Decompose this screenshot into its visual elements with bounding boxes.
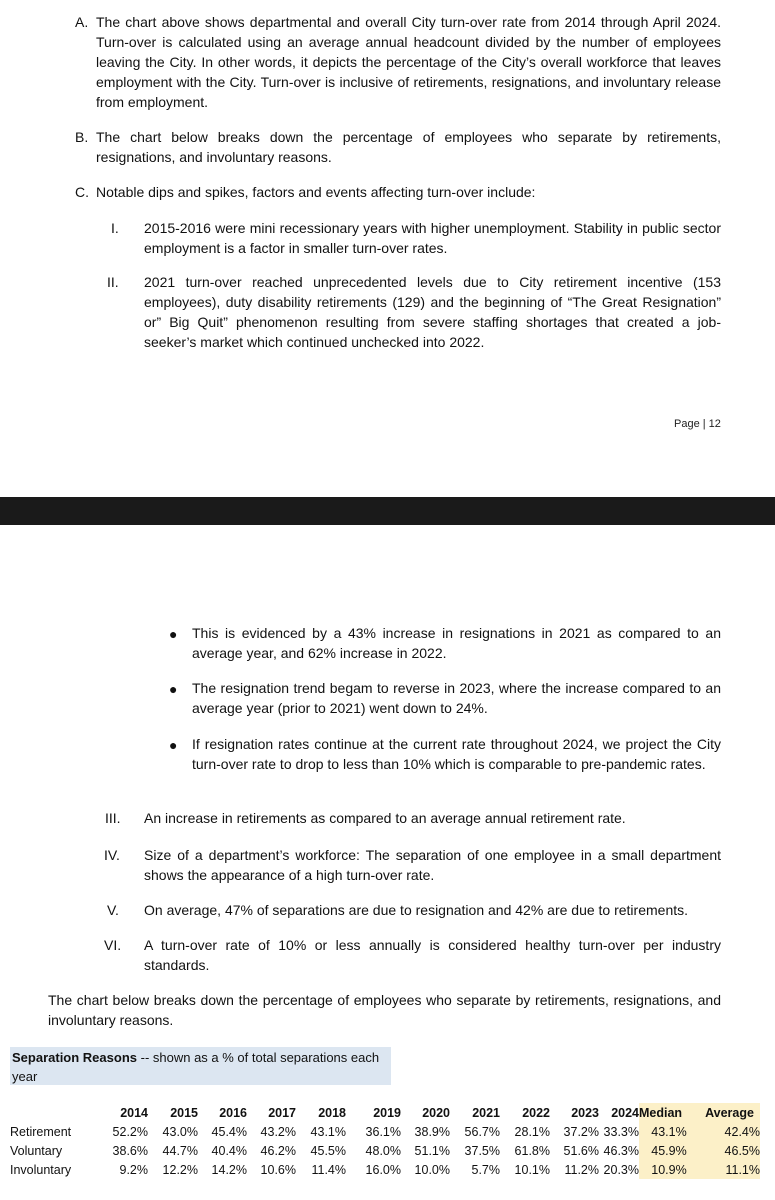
bullet-icon: ● bbox=[169, 626, 178, 642]
table-cell: 46.2% bbox=[260, 1143, 296, 1158]
column-header-median: Median bbox=[639, 1103, 699, 1122]
roman-text-vi: A turn-over rate of 10% or less annually is considered healthy turn-over per industry standards. bbox=[144, 937, 721, 973]
table-cell: 10.6% bbox=[260, 1162, 296, 1177]
average-cell: 42.4% bbox=[699, 1122, 760, 1141]
table-cell: 37.2% bbox=[563, 1124, 599, 1139]
table-cell: 33.3% bbox=[603, 1124, 639, 1139]
average-cell: 11.1% bbox=[699, 1160, 760, 1179]
column-header: 2022 bbox=[522, 1105, 550, 1120]
subitem-marker-i: I. bbox=[111, 220, 119, 236]
table-cell: 9.2% bbox=[119, 1162, 148, 1177]
row-label: Involuntary bbox=[10, 1162, 72, 1177]
row-label: Voluntary bbox=[10, 1143, 63, 1158]
table-cell: 43.0% bbox=[162, 1124, 198, 1139]
column-header: 2016 bbox=[219, 1105, 247, 1120]
header-row-label bbox=[10, 1103, 92, 1122]
paragraph-a: The chart above shows departmental and overall City turn-over rate from 2014 through April 2024. Turn-over is calculated using an average annual headcount divided by the number of employees leaving the City. In other words, it depicts the percentage of the City’s overall workforce that leaves employment with the City. Turn-over is inclusive of retirements, resignations, and involuntary release from employment. bbox=[96, 14, 721, 110]
table-title-bold: Separation Reasons bbox=[12, 1050, 137, 1065]
column-header: 2019 bbox=[373, 1105, 401, 1120]
table-cell: 45.4% bbox=[211, 1124, 247, 1139]
page-divider bbox=[0, 497, 775, 525]
bullet-icon: ● bbox=[169, 681, 178, 697]
table-cell: 11.4% bbox=[311, 1162, 346, 1177]
table-title-rest: -- shown as a % of total separations each year bbox=[12, 1050, 380, 1084]
subitem-text-i: 2015-2016 were mini recessionary years with higher unemployment. Stability in public sector employment is a factor in smaller turn-over rates. bbox=[144, 220, 721, 256]
column-header: 2018 bbox=[318, 1105, 346, 1120]
table-row bbox=[10, 1141, 760, 1160]
table-row bbox=[10, 1160, 760, 1179]
table-cell: 45.5% bbox=[310, 1143, 346, 1158]
item-marker-a: A. bbox=[75, 14, 89, 30]
table-cell: 16.0% bbox=[365, 1162, 401, 1177]
separation-table bbox=[10, 1103, 760, 1179]
table-cell: 28.1% bbox=[514, 1124, 550, 1139]
table-cell: 37.5% bbox=[464, 1143, 500, 1158]
median-cell: 43.1% bbox=[639, 1122, 699, 1141]
roman-marker-v: V. bbox=[107, 902, 119, 918]
column-header: 2015 bbox=[170, 1105, 198, 1120]
table-cell: 52.2% bbox=[112, 1124, 148, 1139]
closing-paragraph: The chart below breaks down the percentage of employees who separate by retirements, resignations, and involuntary reasons. bbox=[48, 992, 721, 1028]
table-cell: 43.2% bbox=[260, 1124, 296, 1139]
page-number: Page | 12 bbox=[674, 418, 721, 430]
table-cell: 11.2% bbox=[564, 1162, 599, 1177]
table-cell: 5.7% bbox=[471, 1162, 500, 1177]
roman-marker-iv: IV. bbox=[104, 847, 120, 863]
column-header: 2020 bbox=[422, 1105, 450, 1120]
median-cell: 45.9% bbox=[639, 1141, 699, 1160]
average-cell: 46.5% bbox=[699, 1141, 760, 1160]
subitem-marker-ii: II. bbox=[107, 274, 119, 290]
bullet-icon: ● bbox=[169, 737, 178, 753]
table-cell: 48.0% bbox=[365, 1143, 401, 1158]
table-cell: 56.7% bbox=[464, 1124, 500, 1139]
table-cell: 10.0% bbox=[414, 1162, 450, 1177]
roman-text-v: On average, 47% of separations are due to resignation and 42% are due to retirements. bbox=[144, 902, 689, 918]
table-cell: 46.3% bbox=[603, 1143, 639, 1158]
table-cell: 38.6% bbox=[112, 1143, 148, 1158]
paragraph-b: The chart below breaks down the percentage of employees who separate by retirements, resignations, and involuntary reasons. bbox=[96, 129, 721, 165]
roman-marker-vi: VI. bbox=[104, 937, 122, 953]
column-header: 2023 bbox=[571, 1105, 599, 1120]
roman-text-iii: An increase in retirements as compared to an average annual retirement rate. bbox=[144, 810, 626, 826]
column-header: 2017 bbox=[268, 1105, 296, 1120]
table-cell: 44.7% bbox=[162, 1143, 198, 1158]
table-header-row bbox=[10, 1103, 760, 1122]
column-header: 2014 bbox=[120, 1105, 148, 1120]
bullet-text: If resignation rates continue at the current rate throughout 2024, we project the City turn-over rate to drop to less than 10% which is comparable to pre-pandemic rates. bbox=[192, 736, 721, 772]
item-marker-b: B. bbox=[75, 129, 89, 145]
bullet-text: This is evidenced by a 43% increase in resignations in 2021 as compared to an average year, and 62% increase in 2022. bbox=[192, 625, 721, 661]
median-cell: 10.9% bbox=[639, 1160, 699, 1179]
column-header: 2024 bbox=[611, 1105, 639, 1120]
table-cell: 43.1% bbox=[310, 1124, 346, 1139]
item-marker-c: C. bbox=[75, 184, 89, 200]
table-cell: 12.2% bbox=[162, 1162, 198, 1177]
table-cell: 51.6% bbox=[563, 1143, 599, 1158]
column-header-average: Average bbox=[699, 1103, 760, 1122]
table-cell: 51.1% bbox=[414, 1143, 450, 1158]
bullet-text: The resignation trend begam to reverse in 2023, where the increase compared to an average year (prior to 2021) went down to 24%. bbox=[192, 680, 721, 716]
table-cell: 61.8% bbox=[514, 1143, 550, 1158]
column-header: 2021 bbox=[472, 1105, 500, 1120]
table-cell: 36.1% bbox=[365, 1124, 401, 1139]
table-row bbox=[10, 1122, 760, 1141]
roman-marker-iii: III. bbox=[105, 810, 121, 826]
row-label: Retirement bbox=[10, 1124, 72, 1139]
paragraph-c: Notable dips and spikes, factors and events affecting turn-over include: bbox=[96, 184, 536, 200]
table-cell: 20.3% bbox=[603, 1162, 639, 1177]
table-cell: 10.1% bbox=[514, 1162, 550, 1177]
table-cell: 14.2% bbox=[211, 1162, 247, 1177]
roman-text-iv: Size of a department’s workforce: The separation of one employee in a small department shows the appearance of a high turn-over rate. bbox=[144, 847, 721, 883]
table-cell: 40.4% bbox=[211, 1143, 247, 1158]
table-cell: 38.9% bbox=[414, 1124, 450, 1139]
table-title bbox=[10, 1047, 391, 1085]
subitem-text-ii: 2021 turn-over reached unprecedented levels due to City retirement incentive (153 employees), duty disability retirements (129) and the beginning of “The Great Resignation” or” Big Quit” phenomenon resulting from severe staffing shortages that created a job-seeker’s market which continued unchecked into 2022. bbox=[144, 274, 721, 350]
